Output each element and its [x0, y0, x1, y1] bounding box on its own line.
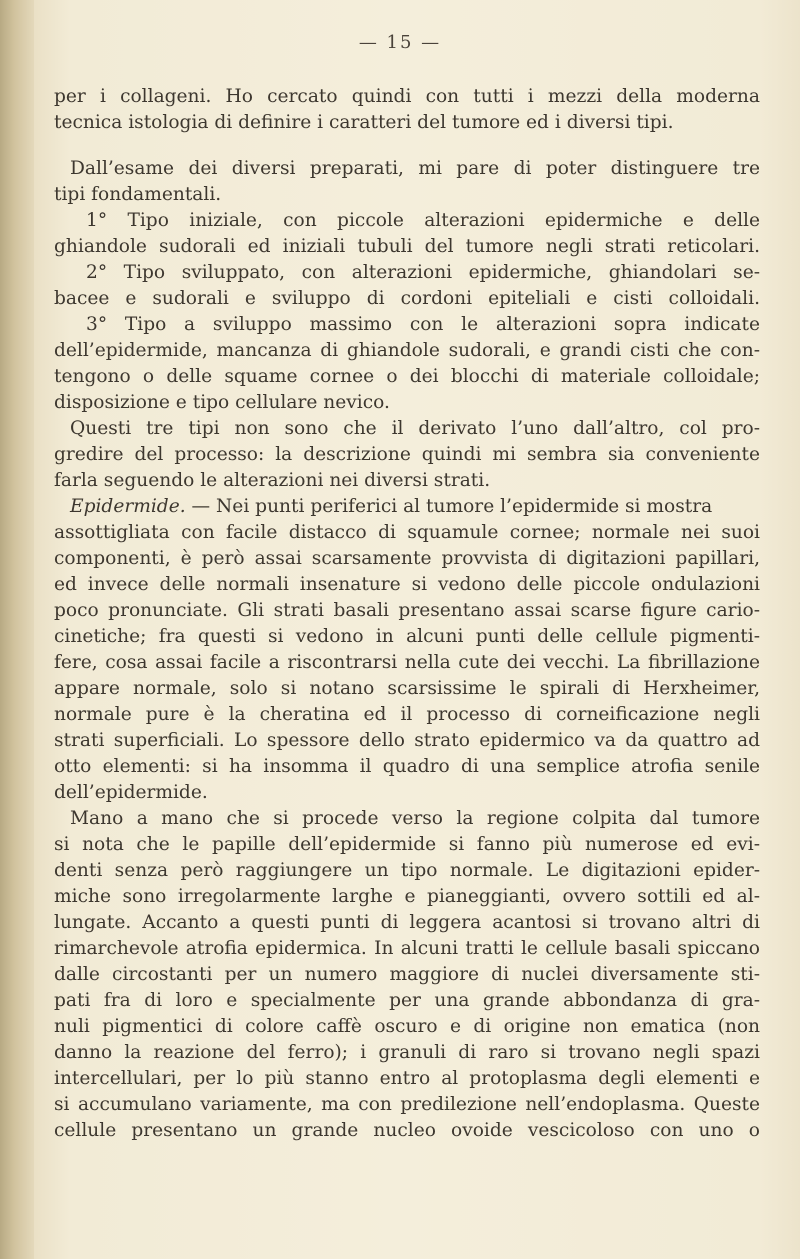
- text-line: ed invece delle normali insenature si vedono delle piccole ondulazioni: [54, 574, 760, 595]
- text-line: lungate. Accanto a questi punti di leggera acantosi si trovano altri di: [54, 912, 760, 933]
- text-line: miche sono irregolarmente larghe e pianeggianti, ovvero sottili ed al-: [54, 886, 760, 907]
- text-line: 1° Tipo iniziale, con piccole alterazioni epidermiche e delle: [86, 210, 760, 231]
- text-line: nuli pigmentici di colore caffè oscuro e di origine non ematica (non: [54, 1016, 760, 1037]
- text-line: gredire del processo: la descrizione quindi mi sembra sia conveniente: [54, 444, 760, 465]
- text-line: 2° Tipo sviluppato, con alterazioni epidermiche, ghiandolari se-: [86, 262, 760, 283]
- text-line: rimarchevole atrofia epidermica. In alcuni tratti le cellule basali spiccano: [54, 938, 760, 959]
- text-line: danno la reazione del ferro); i granuli di raro si trovano negli spazi: [54, 1042, 760, 1063]
- text-line: poco pronunciate. Gli strati basali presentano assai scarse figure cario-: [54, 600, 760, 621]
- text-line: denti senza però raggiungere un tipo normale. Le digitazioni epider-: [54, 860, 760, 881]
- text-line: intercellulari, per lo più stanno entro al protoplasma degli elementi e: [54, 1068, 760, 1089]
- text-line: tecnica istologia di definire i caratteri del tumore ed i diversi tipi.: [54, 112, 674, 133]
- text-line: cinetiche; fra questi si vedono in alcuni punti delle cellule pigmenti-: [54, 626, 760, 647]
- text-line: tengono o delle squame cornee o dei blocchi di materiale colloidale;: [54, 366, 760, 387]
- text-line: normale pure è la cheratina ed il processo di corneificazione negli: [54, 704, 760, 725]
- text-line: pati fra di loro e specialmente per una grande abbondanza di gra-: [54, 990, 760, 1011]
- text-line: dell’epidermide.: [54, 782, 208, 803]
- text-line: bacee e sudorali e sviluppo di cordoni epiteliali e cisti colloidali.: [54, 288, 760, 309]
- text-line: assottigliata con facile distacco di squamule cornee; normale nei suoi: [54, 522, 760, 543]
- text-line: Dall’esame dei diversi preparati, mi pare di poter distinguere tre: [70, 158, 760, 179]
- text-line: strati superficiali. Lo spessore dello strato epidermico va da quattro ad: [54, 730, 760, 751]
- text-line: componenti, è però assai scarsamente provvista di digitazioni papillari,: [54, 548, 760, 569]
- text-line: Mano a mano che si procede verso la regione colpita dal tumore: [70, 808, 760, 829]
- text-line: farla seguendo le alterazioni nei diversi strati.: [54, 470, 491, 491]
- text-line: Questi tre tipi non sono che il derivato l’uno dall’altro, col pro-: [70, 418, 760, 439]
- text-line: dalle circostanti per un numero maggiore di nuclei diversamente sti-: [54, 964, 760, 985]
- text-line: si accumulano variamente, ma con predilezione nell’endoplasma. Queste: [54, 1094, 760, 1115]
- text-line: si nota che le papille dell’epidermide si fanno più numerose ed evi-: [54, 834, 760, 855]
- text-line: otto elementi: si ha insomma il quadro di una semplice atrofia senile: [54, 756, 760, 777]
- text-line: dell’epidermide, mancanza di ghiandole sudorali, e grandi cisti che con-: [54, 340, 760, 361]
- text-line: cellule presentano un grande nucleo ovoide vescicoloso con uno o: [54, 1120, 760, 1141]
- text-line: disposizione e tipo cellulare nevico.: [54, 392, 390, 413]
- text-line: fere, cosa assai facile a riscontrarsi nella cute dei vecchi. La fibrillazione: [54, 652, 760, 673]
- text-line: 3° Tipo a sviluppo massimo con le alterazioni sopra indicate: [86, 314, 760, 335]
- section-heading-line: [70, 494, 760, 520]
- page-number: — 15 —: [358, 32, 442, 53]
- text-line: appare normale, solo si notano scarsissime le spirali di Herxheimer,: [54, 678, 760, 699]
- text-line: — Nei punti periferici al tumore l’epidermide si mostra: [185, 496, 713, 517]
- page-spine-shadow: [0, 0, 34, 1259]
- text-line: per i collageni. Ho cercato quindi con tutti i mezzi della moderna: [54, 86, 760, 107]
- section-heading: Epidermide.: [70, 496, 186, 517]
- text-line: ghiandole sudorali ed iniziali tubuli del tumore negli strati reticolari.: [54, 236, 760, 257]
- text-line: tipi fondamentali.: [54, 184, 222, 205]
